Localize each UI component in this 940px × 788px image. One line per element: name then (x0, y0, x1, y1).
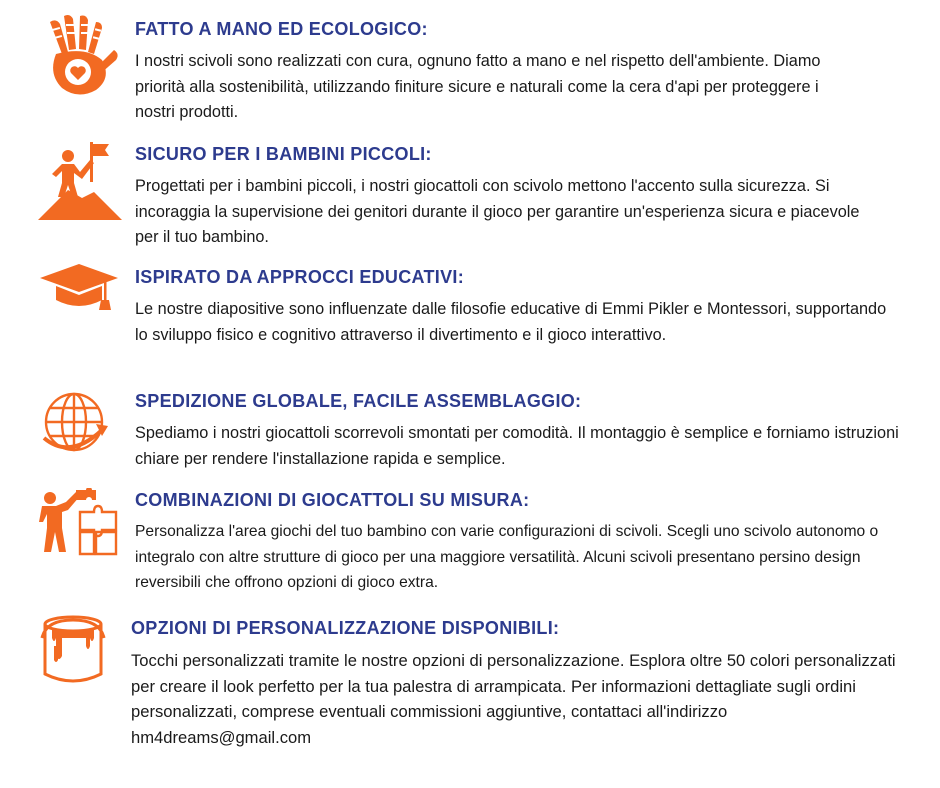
graduation-cap-icon (38, 262, 120, 312)
feature-title: SICURO PER I BAMBINI PICCOLI: (135, 144, 432, 164)
feature-description: Progettati per i bambini piccoli, i nostri giocattoli con scivolo mettono l'accento sulla sicurezza. Si incoraggia la supervisione dei genitori durante il gioco per garantire un'esperienza sicura e piacevole per il tuo bambino. (135, 177, 860, 246)
handprint-heart-icon (38, 14, 122, 98)
feature-description: Tocchi personalizzati tramite le nostre opzioni di personalizzazione. Esplora oltre 50 colori personalizzati per creare il look perfetto per la tua palestra di arrampicata. Per informazioni dettagliate sugli ordini personalizzati, comprese eventuali commissioni aggiuntive, contattaci all'indirizzo hm4dreams@gmail.com (131, 651, 896, 747)
paint-bucket-icon (40, 612, 106, 684)
feature-description: Le nostre diapositive sono influenzate dalle filosofie educative di Emmi Pikler e Montessori, supportando lo sviluppo fisico e cognitivo attraverso il divertimento e il gioco interattivo. (135, 300, 887, 344)
feature-title: SPEDIZIONE GLOBALE, FACILE ASSEMBLAGGIO: (135, 391, 582, 411)
feature-description: Spediamo i nostri giocattoli scorrevoli smontati per comodità. Il montaggio è semplice e forniamo istruzioni chiare per rendere l'installazione rapida e semplice. (135, 424, 899, 468)
person-puzzle-icon (36, 488, 118, 556)
feature-title: FATTO A MANO ED ECOLOGICO: (135, 19, 428, 39)
feature-title: ISPIRATO DA APPROCCI EDUCATIVI: (135, 267, 464, 287)
feature-title: COMBINAZIONI DI GIOCATTOLI SU MISURA: (135, 490, 530, 510)
globe-arrow-icon (40, 386, 114, 456)
feature-description: Personalizza l'area giochi del tuo bambino con varie configurazioni di scivoli. Scegli uno scivolo autonomo o integralo con altre strutture di gioco per una maggiore versatilità. Alcuni scivoli presentano persino design reversibili che offrono opzioni di gioco extra. (135, 523, 879, 591)
mountain-summit-flag-icon (38, 140, 122, 222)
feature-description: I nostri scivoli sono realizzati con cura, ognuno fatto a mano e nel rispetto dell'ambiente. Diamo priorità alla sostenibilità, utilizzando finiture sicure e naturali come la cera d'api per proteggere i nostri prodotti. (135, 52, 821, 121)
feature-title: OPZIONI DI PERSONALIZZAZIONE DISPONIBILI: (131, 618, 560, 638)
